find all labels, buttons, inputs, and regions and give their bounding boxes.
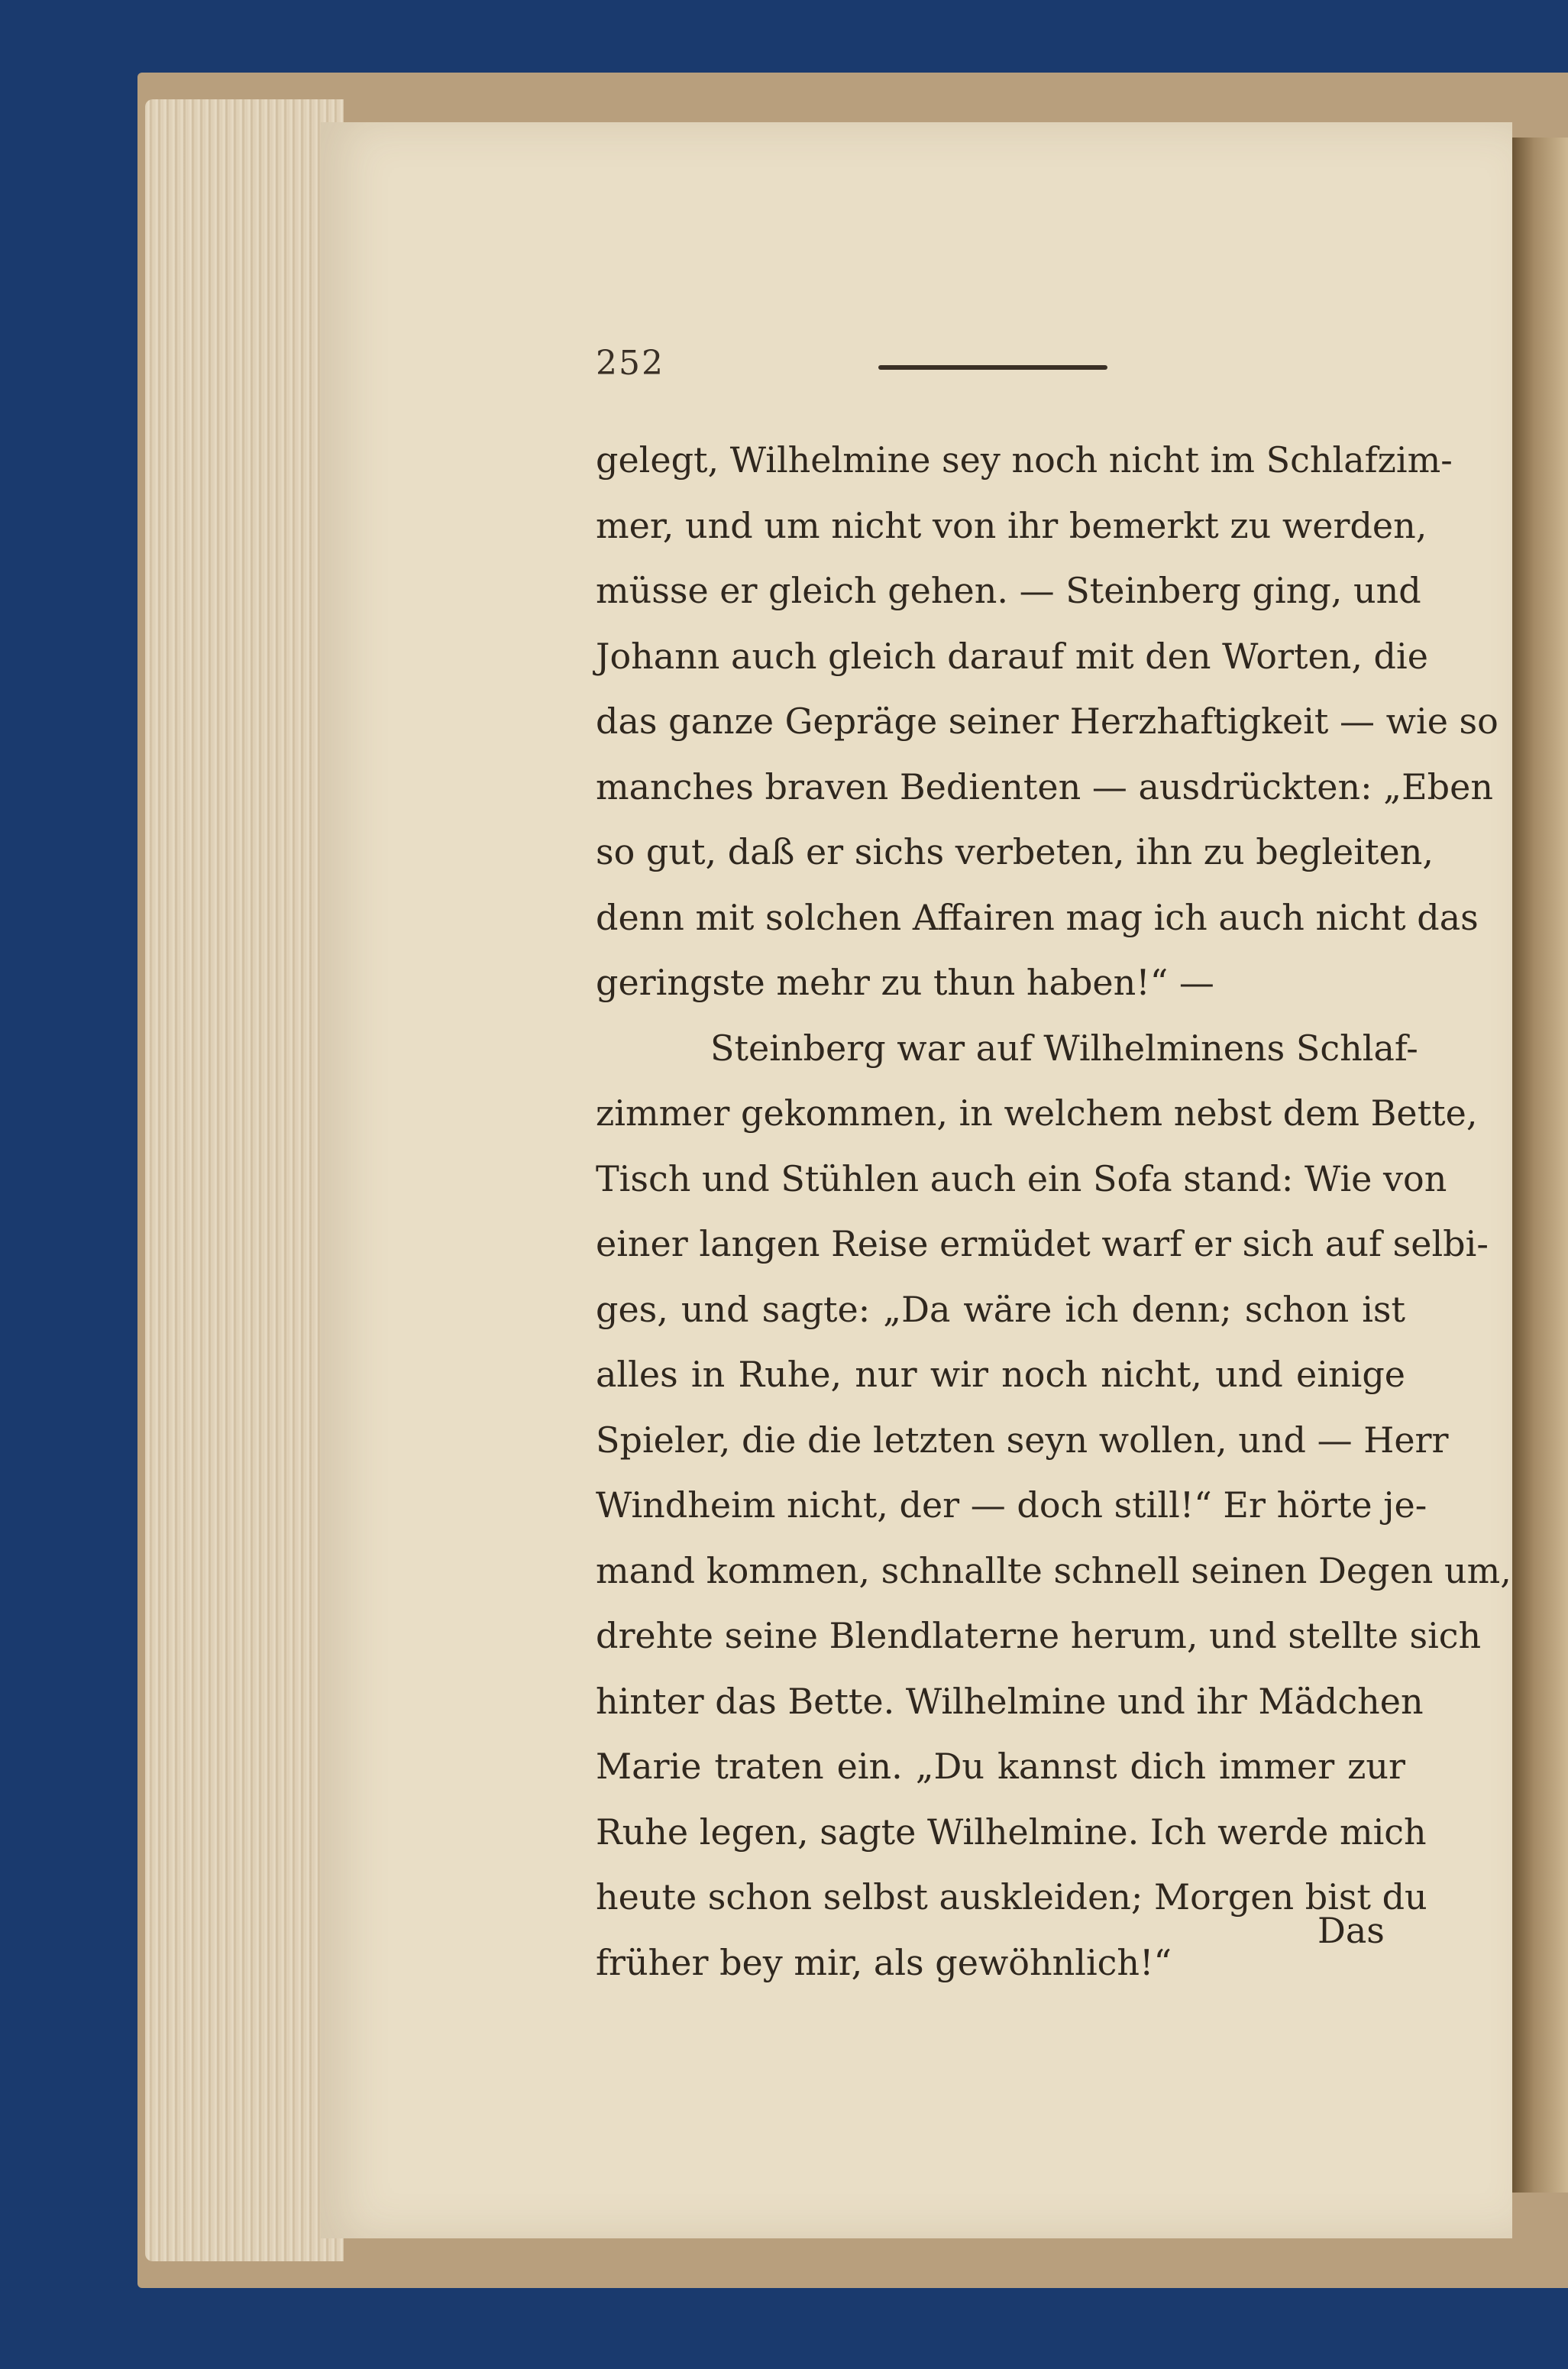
text-line: hinter das Bette. Wilhelmine und ihr Mädchen bbox=[596, 1680, 1424, 1722]
text-line: heute schon selbst auskleiden; Morgen bist du bbox=[596, 1876, 1427, 1918]
text-line: Spieler, die die letzten seyn wollen, und — Herr bbox=[596, 1419, 1449, 1461]
text-line: Johann auch gleich darauf mit den Worten, die bbox=[596, 635, 1428, 677]
text-line: manches braven Bedienten — ausdrückten: „Eben bbox=[596, 765, 1493, 807]
body-text bbox=[596, 428, 1511, 1995]
text-line: Steinberg war auf Wilhelminens Schlaf- bbox=[710, 1027, 1418, 1069]
text-line: Ruhe legen, sagte Wilhelmine. Ich werde mich bbox=[596, 1811, 1427, 1853]
text-line: Windheim nicht, der — doch still!“ Er hörte je- bbox=[596, 1484, 1427, 1526]
header-rule bbox=[878, 365, 1107, 370]
page-number: 252 bbox=[596, 344, 664, 383]
catchword: Das bbox=[1317, 1910, 1385, 1951]
text-line: mer, und um nicht von ihr bemerkt zu werden, bbox=[596, 504, 1427, 546]
text-line: drehte seine Blendlaterne herum, und stellte sich bbox=[596, 1615, 1482, 1656]
text-line: alles in Ruhe, nur wir noch nicht, und einige bbox=[596, 1354, 1405, 1395]
text-line: früher bey mir, als gewöhnlich!“ bbox=[596, 1941, 1172, 1983]
text-line: denn mit solchen Affairen mag ich auch nicht das bbox=[596, 896, 1479, 938]
text-line: gelegt, Wilhelmine sey noch nicht im Schlafzim- bbox=[596, 439, 1453, 481]
page-header bbox=[596, 344, 1405, 390]
text-line: zimmer gekommen, in welchem nebst dem Bette, bbox=[596, 1092, 1478, 1134]
text-line: Marie traten ein. „Du kannst dich immer zur bbox=[596, 1746, 1405, 1787]
text-line: einer langen Reise ermüdet warf er sich auf selbi- bbox=[596, 1223, 1489, 1264]
text-line: geringste mehr zu thun haben!“ — bbox=[596, 962, 1214, 1003]
facing-page-edge bbox=[1512, 138, 1568, 2193]
text-line: müsse er gleich gehen. — Steinberg ging, und bbox=[596, 570, 1421, 611]
page-edges bbox=[145, 99, 344, 2261]
text-line: ges, und sagte: „Da wäre ich denn; schon ist bbox=[596, 1288, 1405, 1330]
text-line: mand kommen, schnallte schnell seinen Degen um, bbox=[596, 1549, 1511, 1591]
text-line: Tisch und Stühlen auch ein Sofa stand: Wie von bbox=[596, 1157, 1447, 1199]
text-line: das ganze Gepräge seiner Herzhaftigkeit — wie so bbox=[596, 701, 1498, 742]
text-line: so gut, daß er sichs verbeten, ihn zu begleiten, bbox=[596, 831, 1434, 872]
